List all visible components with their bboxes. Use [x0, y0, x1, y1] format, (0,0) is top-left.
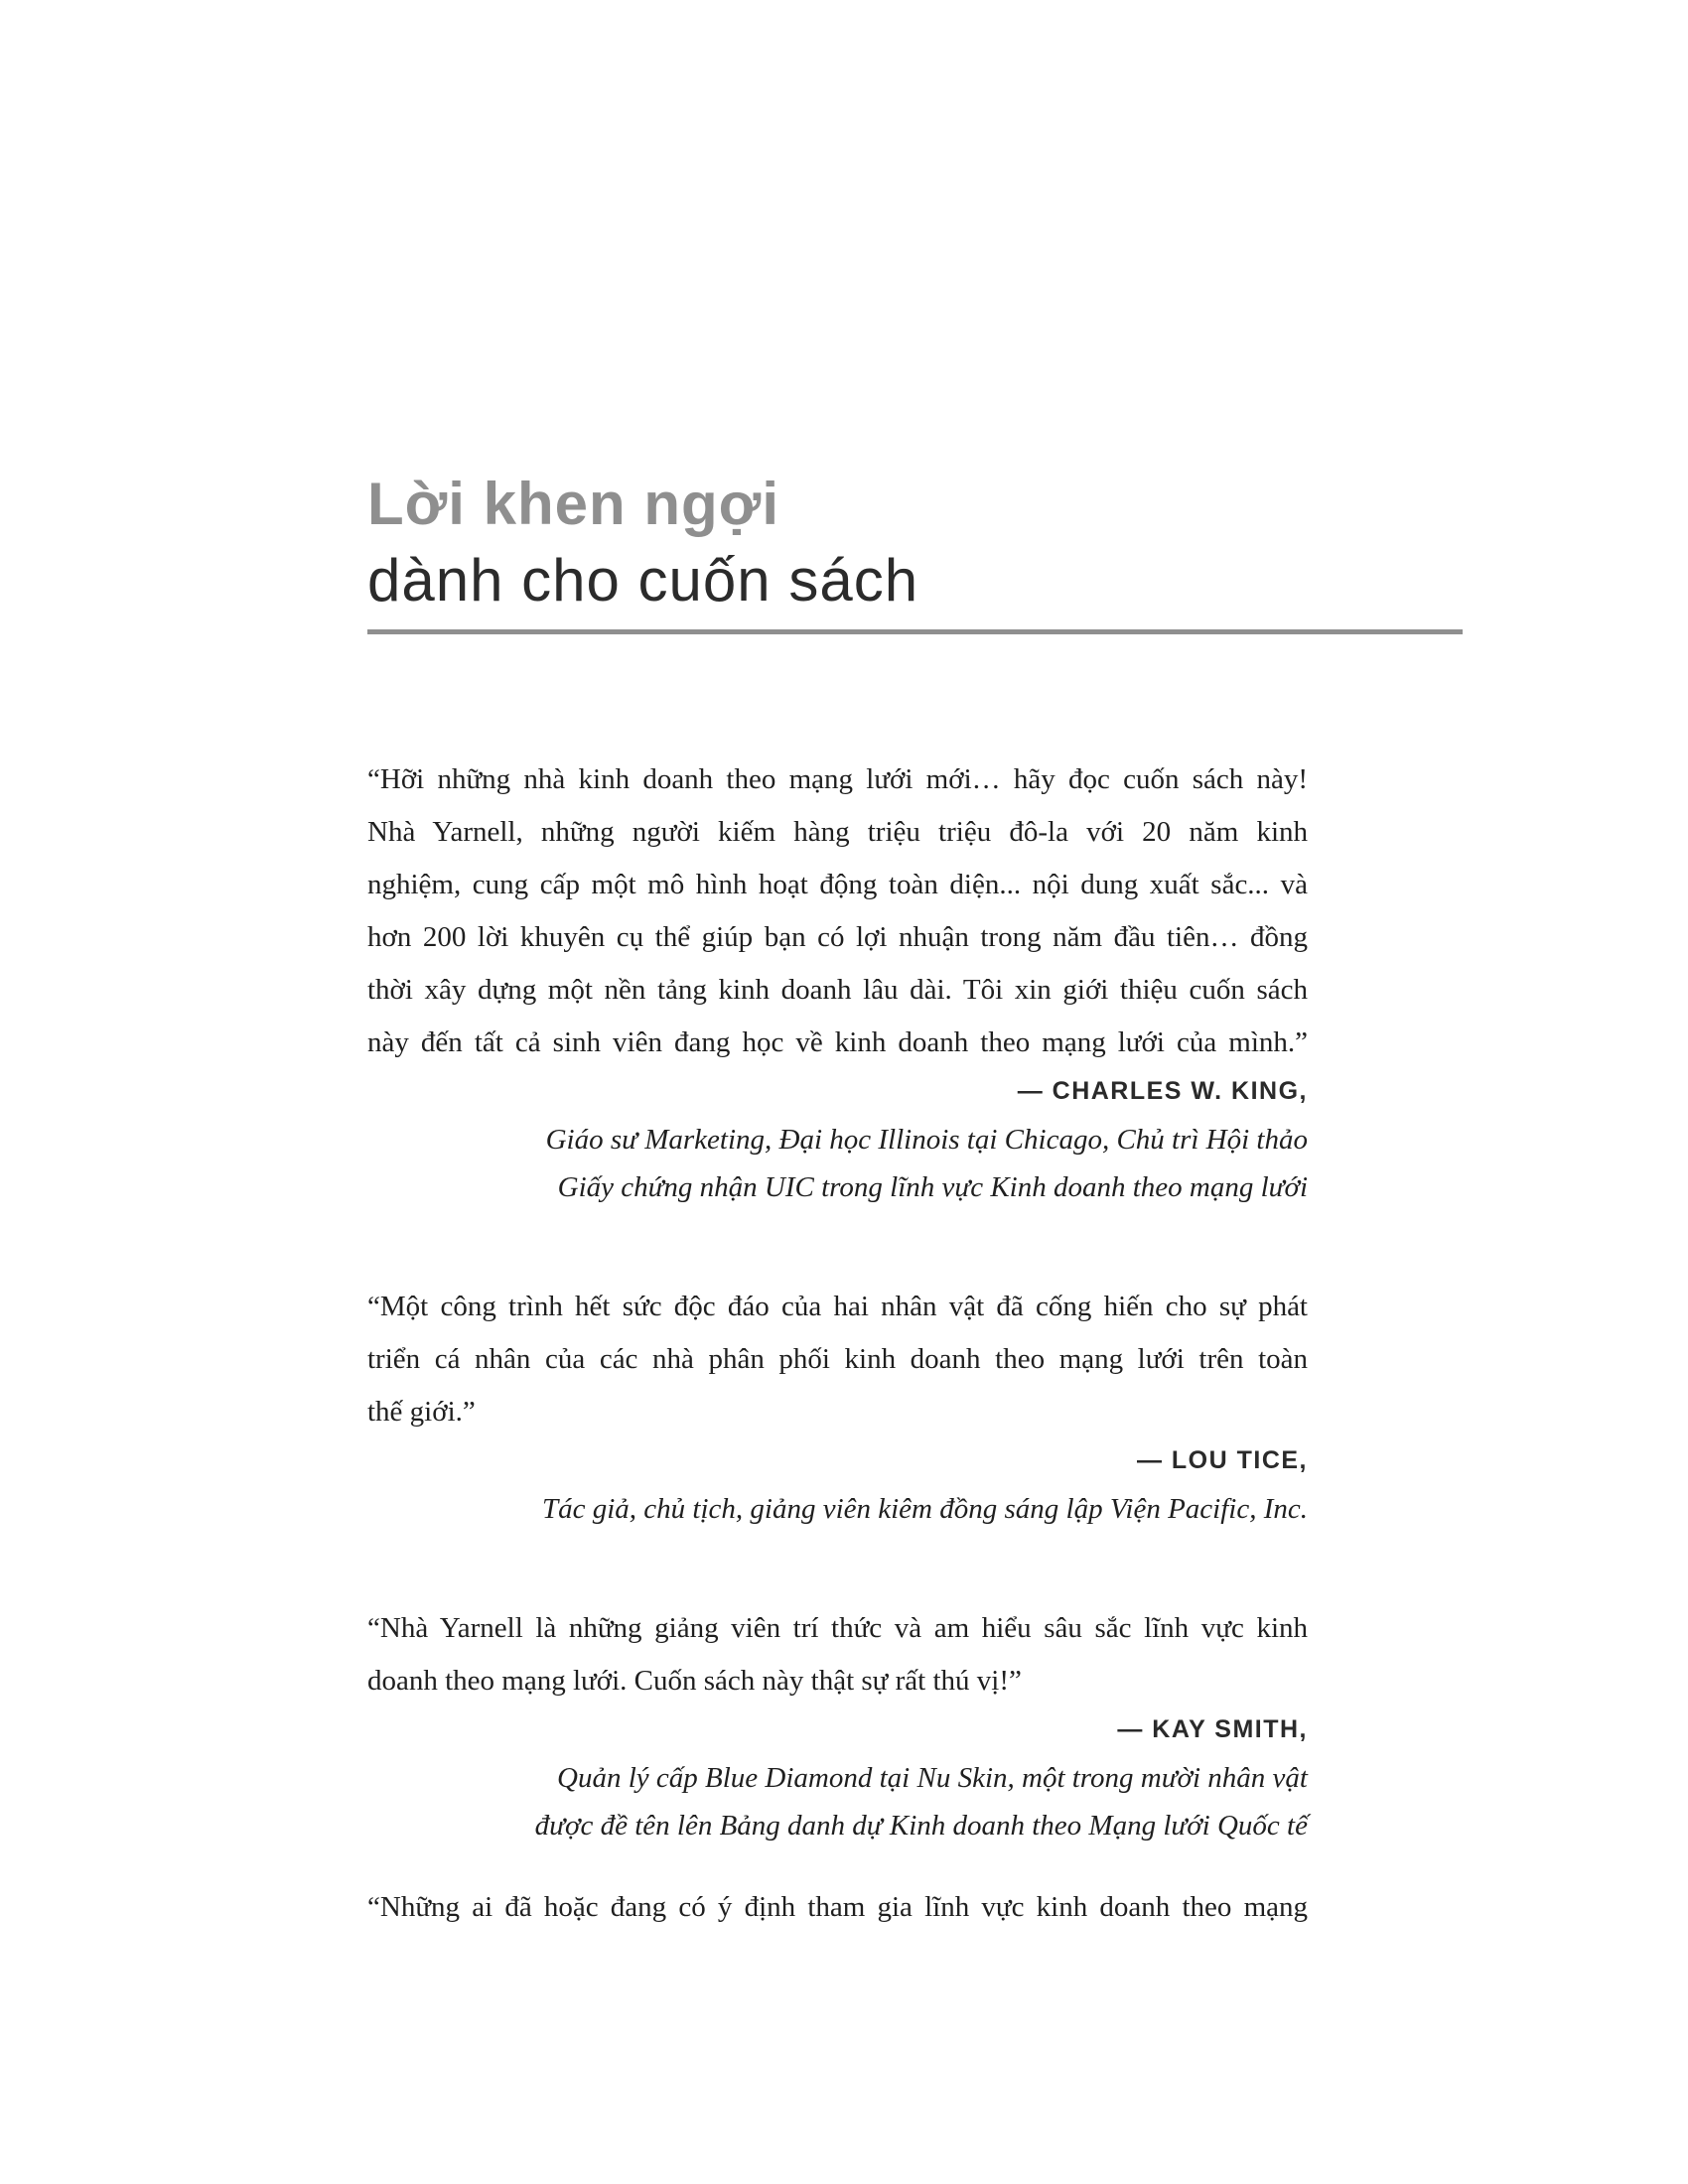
attribution-role-line: Giáo sư Marketing, Đại học Illinois tại Chicago, Chủ trì Hội thảo — [545, 1124, 1308, 1156]
quote-block-4 — [367, 1881, 1308, 1934]
quote-line: Nhà Yarnell, những người kiếm hàng triệu triệu đô-la với 20 năm kinh — [367, 816, 1308, 848]
attribution-roles — [367, 1116, 1308, 1211]
page-title-line1: Lời khen ngợi — [367, 471, 779, 537]
attribution-roles — [367, 1485, 1308, 1533]
page-title — [367, 473, 1308, 634]
quote-line: “Những ai đã hoặc đang có ý định tham gia lĩnh vực kinh doanh theo mạng — [367, 1891, 1308, 1923]
attribution-name: — LOU TICE, — [1136, 1446, 1308, 1474]
quote-block-2 — [367, 1281, 1308, 1533]
quote-line: này đến tất cả sinh viên đang học về kinh doanh theo mạng lưới của mình.” — [367, 1026, 1308, 1058]
attribution-role-line: Giấy chứng nhận UIC trong lĩnh vực Kinh doanh theo mạng lưới — [557, 1171, 1308, 1203]
page-content — [367, 473, 1308, 1934]
quote-line: triển cá nhân của các nhà phân phối kinh doanh theo mạng lưới trên toàn — [367, 1343, 1308, 1375]
attribution-roles — [367, 1754, 1308, 1849]
quote-line: “Một công trình hết sức độc đáo của hai nhân vật đã cống hiến cho sự phát — [367, 1291, 1308, 1322]
quote-line: thời xây dựng một nền tảng kinh doanh lâu dài. Tôi xin giới thiệu cuốn sách — [367, 974, 1308, 1006]
attribution-role-line: được đề tên lên Bảng danh dự Kinh doanh theo Mạng lưới Quốc tế — [534, 1810, 1308, 1842]
attribution-name: — KAY SMITH, — [1117, 1715, 1308, 1743]
attribution-role-line: Tác giả, chủ tịch, giảng viên kiêm đồng sáng lập Viện Pacific, Inc. — [541, 1493, 1308, 1525]
quote-line: “Hỡi những nhà kinh doanh theo mạng lưới mới… hãy đọc cuốn sách này! — [367, 763, 1308, 795]
quote-block-1 — [367, 753, 1308, 1211]
quote-line: hơn 200 lời khuyên cụ thể giúp bạn có lợi nhuận trong năm đầu tiên… đồng — [367, 921, 1308, 953]
quote-line: doanh theo mạng lưới. Cuốn sách này thật sự rất thú vị!” — [367, 1665, 1022, 1697]
quote-line: nghiệm, cung cấp một mô hình hoạt động toàn diện... nội dung xuất sắc... và — [367, 869, 1308, 900]
page-title-line2: dành cho cuốn sách — [367, 547, 919, 614]
title-divider-rule — [367, 629, 1463, 634]
attribution-name: — CHARLES W. KING, — [1017, 1077, 1308, 1105]
attribution-role-line: Quản lý cấp Blue Diamond tại Nu Skin, một trong mười nhân vật — [557, 1762, 1308, 1794]
quote-block-3 — [367, 1602, 1308, 1849]
quote-line: thế giới.” — [367, 1396, 476, 1428]
quote-line: “Nhà Yarnell là những giảng viên trí thức và am hiểu sâu sắc lĩnh vực kinh — [367, 1612, 1308, 1644]
